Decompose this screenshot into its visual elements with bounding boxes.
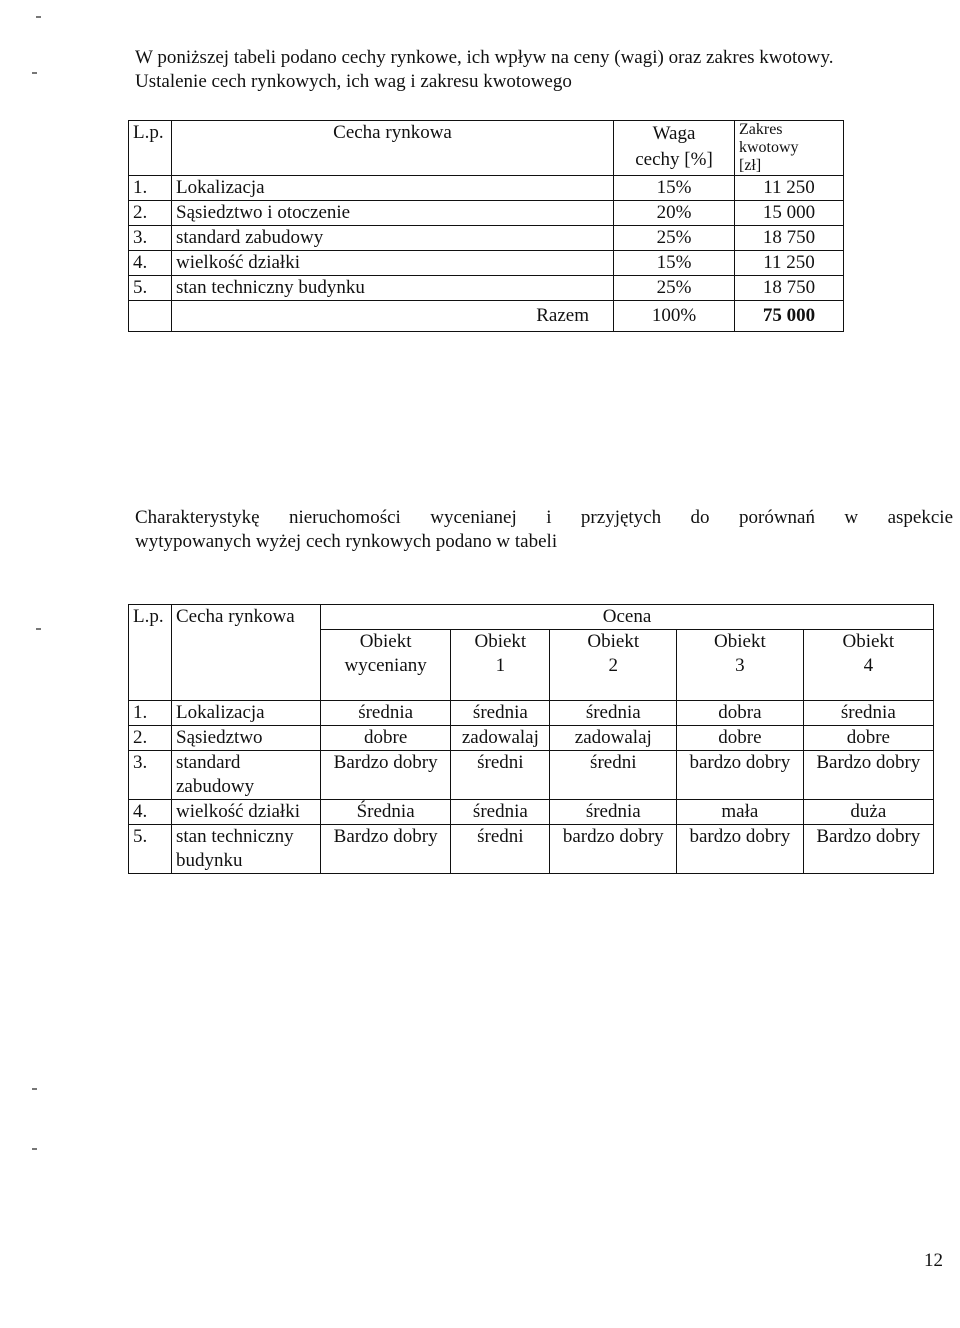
cell-zakres: 11 250 — [735, 176, 844, 201]
cell-value: dobre — [677, 726, 804, 751]
table-row — [129, 701, 934, 726]
weights-table — [128, 120, 844, 332]
description-paragraph — [135, 506, 953, 554]
cell-lp: 5. — [129, 276, 172, 301]
cell-value: bardzo dobry — [677, 751, 804, 800]
cell-lp: 2. — [129, 726, 172, 751]
cell-value: bardzo dobry — [550, 825, 677, 874]
cell-cecha: Sąsiedztwo i otoczenie — [172, 201, 614, 226]
scan-mark — [32, 72, 37, 74]
comparison-table — [128, 604, 934, 874]
cell-value: Średnia — [321, 800, 451, 825]
cell-empty — [129, 301, 172, 332]
intro-line: Ustalenie cech rynkowych, ich wag i zakresu kwotowego — [135, 71, 572, 92]
cell-cecha: stan techniczny budynku — [172, 825, 321, 874]
cell-waga: 25% — [614, 276, 735, 301]
table-header-row — [129, 605, 934, 630]
cell-waga: 15% — [614, 251, 735, 276]
table-row — [129, 201, 844, 226]
cell-lp: 2. — [129, 201, 172, 226]
cell-cecha: stan techniczny budynku — [172, 276, 614, 301]
table-row — [129, 825, 934, 874]
cell-value: Bardzo dobry — [803, 751, 933, 800]
cell-value: średnia — [803, 701, 933, 726]
header-object: Obiekt 2 — [550, 630, 677, 701]
cell-value: średni — [550, 751, 677, 800]
cell-value: średnia — [321, 701, 451, 726]
header-waga-line: Waga — [652, 123, 696, 144]
header-object: Obiekt 3 — [677, 630, 804, 701]
cell-lp: 5. — [129, 825, 172, 874]
cell-lp: 3. — [129, 751, 172, 800]
cell-cecha: standard zabudowy — [172, 226, 614, 251]
header-lp: L.p. — [129, 605, 172, 701]
cell-value: dobra — [677, 701, 804, 726]
cell-value: zadowalaj — [550, 726, 677, 751]
header-zakres — [735, 121, 844, 176]
cell-zakres: 11 250 — [735, 251, 844, 276]
cell-value: dobre — [803, 726, 933, 751]
table-row — [129, 176, 844, 201]
cell-value: Bardzo dobry — [803, 825, 933, 874]
cell-value: średni — [451, 751, 550, 800]
scan-mark — [36, 628, 41, 630]
header-zakres-line: Zakres — [739, 121, 783, 138]
cell-value: średnia — [451, 701, 550, 726]
header-object: Obiekt 4 — [803, 630, 933, 701]
intro-line: W poniższej tabeli podano cechy rynkowe, ich wpływ na ceny (wagi) oraz zakres kwotowy. — [135, 47, 834, 68]
total-waga: 100% — [614, 301, 735, 332]
scan-mark — [32, 1088, 37, 1090]
cell-cecha: wielkość działki — [172, 800, 321, 825]
header-zakres-line: [zł] — [739, 157, 762, 174]
scan-mark — [36, 16, 41, 18]
cell-cecha: Sąsiedztwo — [172, 726, 321, 751]
cell-value: duża — [803, 800, 933, 825]
cell-waga: 20% — [614, 201, 735, 226]
cell-value: Bardzo dobry — [321, 751, 451, 800]
total-zakres: 75 000 — [735, 301, 844, 332]
cell-value: średnia — [451, 800, 550, 825]
header-cecha: Cecha rynkowa — [172, 605, 321, 701]
cell-zakres: 15 000 — [735, 201, 844, 226]
cell-cecha: wielkość działki — [172, 251, 614, 276]
scan-mark — [32, 1148, 37, 1150]
header-waga-line: cechy [%] — [635, 149, 713, 170]
cell-value: dobre — [321, 726, 451, 751]
cell-value: średnia — [550, 701, 677, 726]
description-line: Charakterystykę nieruchomości wycenianej i przyjętych do porównań w aspekcie — [135, 507, 953, 528]
cell-waga: 25% — [614, 226, 735, 251]
header-object: Obiekt wyceniany — [321, 630, 451, 701]
table-row — [129, 751, 934, 800]
cell-zakres: 18 750 — [735, 226, 844, 251]
header-zakres-line: kwotowy — [739, 139, 799, 156]
cell-value: bardzo dobry — [677, 825, 804, 874]
cell-cecha: Lokalizacja — [172, 176, 614, 201]
table-row — [129, 226, 844, 251]
cell-lp: 1. — [129, 176, 172, 201]
table-row — [129, 800, 934, 825]
cell-lp: 4. — [129, 251, 172, 276]
cell-value: zadowalaj — [451, 726, 550, 751]
cell-cecha: Lokalizacja — [172, 701, 321, 726]
cell-lp: 3. — [129, 226, 172, 251]
table-row — [129, 251, 844, 276]
table-row — [129, 726, 934, 751]
cell-zakres: 18 750 — [735, 276, 844, 301]
header-ocena: Ocena — [321, 605, 934, 630]
cell-value: średnia — [550, 800, 677, 825]
page-number: 12 — [924, 1250, 943, 1271]
cell-lp: 1. — [129, 701, 172, 726]
table-header-row — [129, 121, 844, 176]
cell-lp: 4. — [129, 800, 172, 825]
header-cecha: Cecha rynkowa — [172, 121, 614, 176]
description-line: wytypowanych wyżej cech rynkowych podano w tabeli — [135, 531, 558, 552]
header-object: Obiekt 1 — [451, 630, 550, 701]
total-label: Razem — [172, 301, 614, 332]
table-row — [129, 276, 844, 301]
cell-waga: 15% — [614, 176, 735, 201]
cell-value: Bardzo dobry — [321, 825, 451, 874]
header-lp: L.p. — [129, 121, 172, 176]
cell-cecha: standard zabudowy — [172, 751, 321, 800]
cell-value: średni — [451, 825, 550, 874]
total-row — [129, 301, 844, 332]
intro-paragraph — [135, 46, 935, 94]
cell-value: mała — [677, 800, 804, 825]
header-waga — [614, 121, 735, 176]
